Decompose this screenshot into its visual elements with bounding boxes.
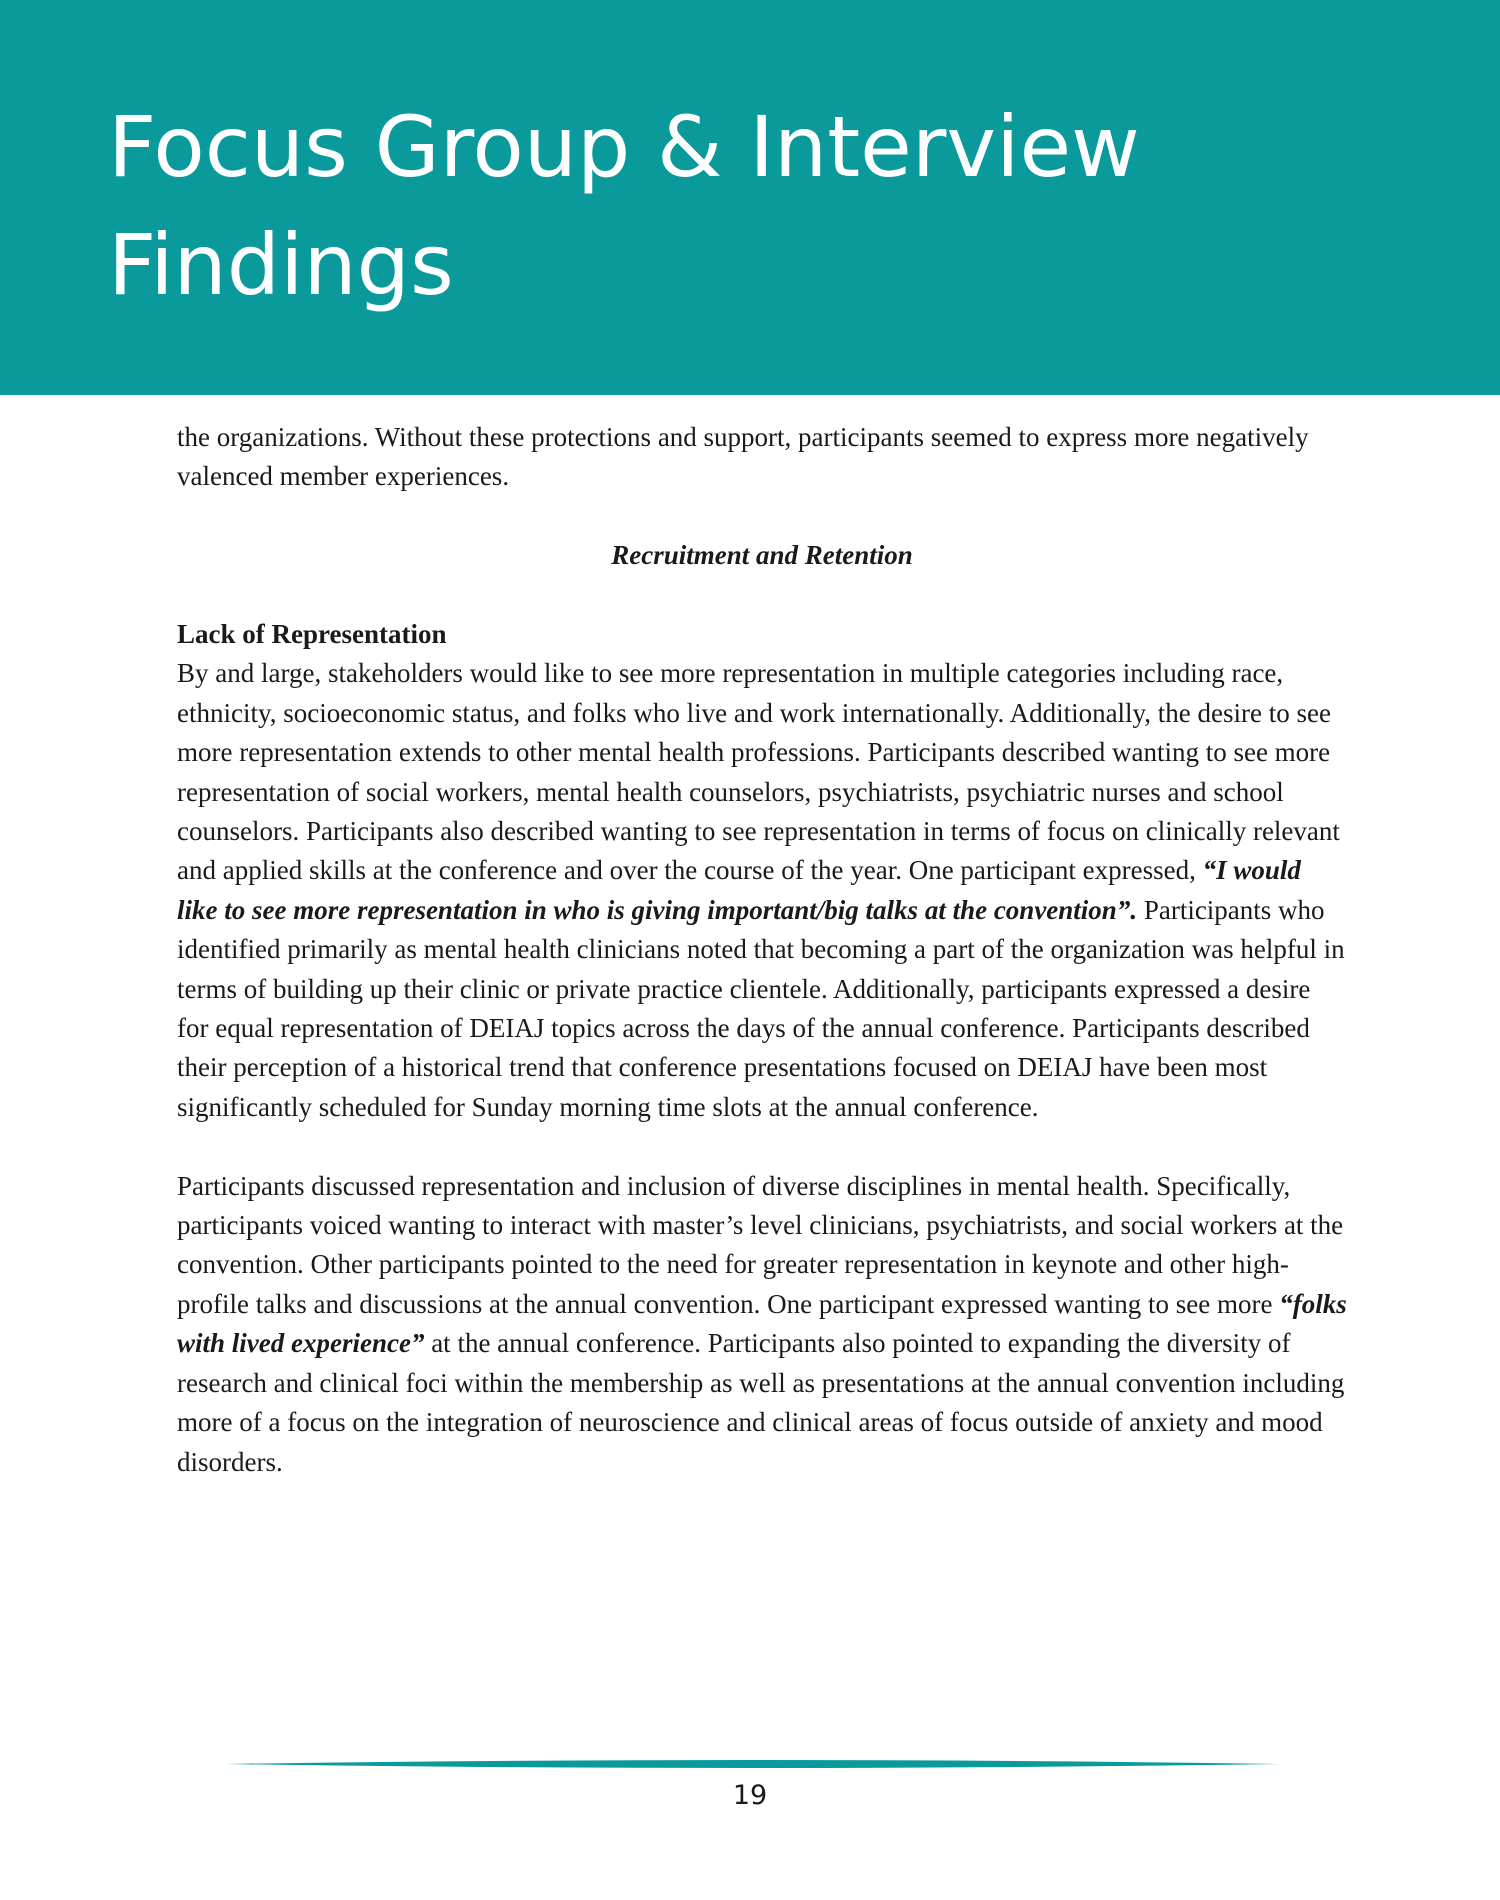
spacer — [177, 1127, 1347, 1166]
paragraph-text: By and large, stakeholders would like to see more representation in multiple categories including race, ethnicity, socioeconomic status, and folks who live and work internationally. Additionally, the desire to see more representation extends to other mental health professions. Participants described wanting to see more representation of social workers, mental health counselors, psychiatrists, psychiatric nurses and school counselors. Participants also described wanting to see representation in terms of focus on clinically relevant and applied skills at the conference and over the course of the year. One participant expressed, — [177, 658, 1340, 886]
paragraph-text: at the annual conference. Participants also pointed to expanding the diversity of research and clinical foci within the membership as well as presentations at the annual convention including more of a focus on the integration of neuroscience and clinical areas of focus outside of anxiety and mood disorders. — [177, 1328, 1345, 1477]
intro-paragraph: the organizations. Without these protections and support, participants seemed to express more negatively valenced member experiences. — [177, 422, 1309, 492]
spacer — [177, 497, 1347, 536]
title-banner — [0, 0, 1500, 395]
paragraph-representation — [177, 654, 1347, 1127]
spacer — [177, 576, 1347, 615]
body-content — [177, 418, 1347, 1482]
page-number: 19 — [732, 1780, 768, 1811]
paragraph-text: Participants discussed representation and inclusion of diverse disciplines in mental health. Specifically, participants voiced wanting to interact with master’s level clinicians, psychiatrists, and social workers at the convention. Other participants pointed to the need for greater representation in keynote and other high-profile talks and discussions at the annual convention. One participant expressed wanting to see more — [177, 1170, 1344, 1319]
paragraph-disciplines — [177, 1167, 1347, 1482]
section-heading: Recruitment and Retention — [611, 540, 913, 571]
paragraph-text: Participants who identified primarily as mental health clinicians noted that becoming a part of the organization was helpful in terms of building up their clinic or private practice clientele. Additionally, participants expressed a desire for equal representation of DEIAJ topics across the days of the annual conference. Participants described their perception of a historical trend that conference presentations focused on DEIAJ have been most significantly scheduled for Sunday morning time slots at the annual conference. — [177, 894, 1345, 1122]
footer-divider — [225, 1757, 1280, 1771]
participant-quote: “I would like to see more representation in who is giving important/big talks at the convention”. — [177, 855, 1301, 925]
subsection-heading: Lack of Representation — [177, 619, 447, 649]
page-title: Focus Group & Interview Findings — [108, 98, 1140, 314]
participant-quote: “folks with lived experience” — [177, 1288, 1347, 1359]
